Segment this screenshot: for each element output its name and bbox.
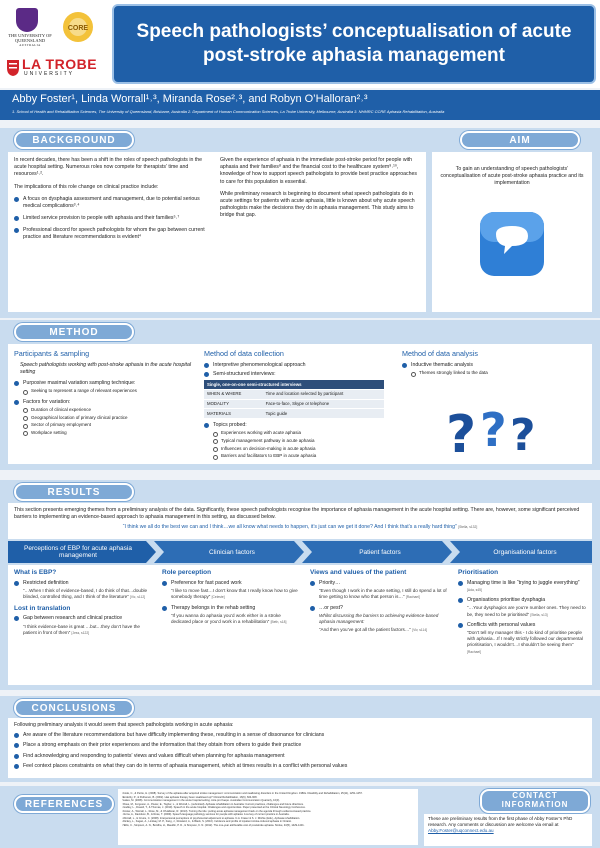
prioritisation-bullet: Managing time is like “trying to juggle everything” [Ada, s45]: [458, 580, 586, 594]
author-list: Abby Foster¹, Linda Worrall¹˒³, Miranda Rose²˒³, and Robyn O’Halloran²˒³: [12, 93, 368, 105]
ebp-bullet: Restricted definition: [14, 580, 150, 587]
patient-heading: Views and values of the patient: [310, 569, 407, 576]
svg-text:?: ?: [510, 410, 536, 460]
logo-block: [6, 6, 106, 82]
background-panel: [8, 152, 426, 312]
table-value: Time and location selected by participant: [263, 389, 384, 399]
results-quote-source: [Stella, s132]: [458, 525, 478, 530]
background-p1: In recent decades, there has been a shift in the roles of speech pathologists in the acute hospital setting. Numerous roles now compete for therapists’ time and resources¹˒².: [14, 157, 203, 178]
patient-quote: “And then you’ve got all the patient factors…” [Viv, s114]: [319, 627, 428, 633]
reference-item: ⁶Foster, A., Worrall, L., Rose, M., & O'Halloran, R. (2013). Turning the tide: putting acute aphasia management back on the agenda through evidence-based practice.: [122, 809, 312, 813]
translation-bullet: Gap between research and clinical practice: [14, 615, 150, 622]
results-col-ebp: [14, 569, 150, 636]
collection-bullet: Interpretive phenomenological approach: [204, 362, 394, 369]
references-heading: REFERENCES: [14, 795, 114, 813]
topic-item: Experiences working with acute aphasia: [212, 430, 394, 436]
method-panel: [8, 344, 592, 464]
conclusion-item: Feel context places constraints on what they can do in terms of aphasia management, which at times results in a conflict with personal values: [14, 763, 586, 770]
interview-table-header: Single, one-on-one semi-structured interviews: [204, 380, 384, 389]
conclusions-intro: Following preliminary analysis it would seem that speech pathologists working in acute aphasia:: [14, 722, 234, 728]
reference-item: ⁵Godley, L., Dowell, T., & Thomas, J. (2010). Speech in the acute hospital. Challenges and opportunities. Paper presented at the Clinical Neurology Conference.: [122, 806, 306, 809]
table-key: MODALITY: [204, 399, 263, 409]
conclusions-list: [14, 732, 586, 770]
references-panel: [118, 789, 418, 845]
sampling-intro: Speech pathologists working with post-stroke aphasia in the acute hospital setting: [20, 361, 192, 376]
variation-factor: Duration of clinical experience: [22, 407, 194, 413]
analysis-title: Method of data analysis: [402, 349, 478, 358]
results-col-clinician: [162, 569, 300, 625]
collection-bullet: Topics probed:: [204, 422, 394, 429]
chevron-label: Perceptions of EBP for acute aphasia management: [24, 545, 132, 559]
latrobe-sub: UNIVERSITY: [24, 71, 75, 77]
table-row: [204, 409, 384, 418]
latrobe-name: LA TROBE: [22, 56, 98, 72]
reference-item: ⁹Dickey, L., Kagan, A., Lindsay, M. P., Fang, J., Rowland, A., & Black, S. (2010). Incidence and profile of inpatient stroke-induced aphasia in Ontario.: [122, 820, 292, 823]
results-columns: [8, 565, 592, 685]
prioritisation-bullet: Conflicts with personal values: [458, 622, 586, 629]
poster-title-box: [112, 4, 596, 84]
reference-item: ⁸Worrall, L., & Cruice, C. (2008). Interpersonal perceptions of psychosocial adjustment to aphasia. In A. Fraser & S. J. Ritchie (Eds.), Aphasia rehabilitation.: [122, 816, 301, 820]
prioritisation-heading: Prioritisation: [458, 569, 499, 576]
background-col-left: [14, 157, 214, 247]
core-logo-text: CORE: [67, 25, 89, 32]
prioritisation-bullet: Organisations prioritise dysphagia: [458, 597, 586, 604]
background-heading: BACKGROUND: [14, 131, 134, 149]
conclusion-item: Place a strong emphasis on their prior experiences and the information that they obtain from others to guide their practice: [14, 742, 586, 749]
topic-item: Barriers and facilitators to EBP in acute aphasia: [212, 453, 394, 459]
background-col-right: [220, 157, 418, 224]
role-quote: “I like to move fast…I don’t know that I really know how to give somebody therapy” [Celeste]: [171, 588, 298, 600]
results-quote: “I think we all do the best we can and I think…we all know what needs to happen, it’s just can we get it done? And I think that’s a really hard thing”: [122, 524, 457, 531]
method-col-collection: [204, 349, 394, 461]
uq-crest-icon: [16, 8, 38, 32]
svg-text:?: ?: [446, 405, 477, 460]
role-heading: Role perception: [162, 569, 212, 576]
background-bullet: Limited service provision to people with aphasia and their families⁵˒⁷: [14, 215, 214, 222]
sampling-bullet: Purposive maximal variation sampling technique:: [14, 380, 194, 387]
conclusion-item: Are aware of the literature recommendations but have difficulty implementing these, resulting in a sense of dissonance for clinicians: [14, 732, 586, 739]
speech-bubble-icon: [472, 204, 552, 284]
contact-text: These are preliminary results from the first phase of Abby Foster’s PhD research. Any comments or discussion are welcome via email at: [428, 816, 573, 827]
method-heading: METHOD: [14, 323, 134, 341]
table-row: [204, 399, 384, 409]
affiliations: 1. School of Health and Rehabilitation Sciences, The University of Queensland, Brisbane, Australia 2. Department of Human Communication Sciences, La Trobe University, Melbourne, Australia 3. NHMRC CCRE Aphasia Rehabilitation, Australia: [12, 109, 445, 114]
authors-bar: [0, 90, 600, 120]
background-p4: While preliminary research is beginning to document what speech pathologists do in acute settings for patients with acute aphasia, little is known about why acute speech pathologists make the decisions they do in aphasia management. This study aims to bridge that gap.: [220, 190, 415, 219]
conclusions-panel: [8, 718, 592, 778]
results-col-organisational: [458, 569, 586, 655]
core-logo-icon: [58, 10, 98, 44]
method-col-analysis: [402, 349, 586, 378]
results-quote-line: [14, 524, 586, 531]
collection-title: Method of data collection: [204, 349, 284, 358]
topic-item: Typical management pathway in acute aphasia: [212, 438, 394, 444]
table-key: MATERIALS: [204, 409, 263, 418]
interview-table: [204, 380, 384, 418]
aim-panel: [432, 152, 592, 312]
poster-title: Speech pathologists’ conceptualisation of acute post-stroke aphasia management: [136, 21, 572, 66]
chevron-label: Clinician factors: [209, 548, 255, 556]
background-bullet: A focus on dysphagia assessment and management, due to potential serious medical complications³˒⁴: [14, 196, 214, 210]
conclusion-item: Find acknowledging and responding to patients’ views and values difficult when planning for aphasia management: [14, 753, 586, 760]
analysis-sub: Themes strongly linked to the data: [410, 370, 586, 376]
table-value: Face-to-face, Skype or telephone: [263, 399, 384, 409]
results-heading: RESULTS: [14, 483, 134, 501]
role-bullet: Preference for fast paced work: [162, 580, 300, 587]
table-key: WHEN & WHERE: [204, 389, 263, 399]
sampling-sub: Seeking to represent a range of relevant experiences: [22, 388, 194, 394]
table-row: [204, 389, 384, 399]
patient-bullet: Priority…: [310, 580, 448, 587]
results-intro-panel: [8, 503, 592, 539]
reference-item: ⁷Verna, A., Davidson, B., & Rose, T. (2009). Speech-language pathology services for people with aphasia: A survey of current practice in Australia.: [122, 813, 290, 816]
contact-heading: CONTACT INFORMATION: [480, 789, 590, 813]
prioritisation-quote: “…Your dysphagics are you’re number ones. They need to be, they need to be prioritised” [Stella, s13]: [467, 605, 586, 617]
patient-note: Whilst discussing the barriers to achieving evidence-based aphasia management:: [319, 612, 439, 624]
background-bullet: Professional discord for speech pathologists for whom the gap between current practice and literature recommendations is evident⁴: [14, 227, 214, 241]
table-value: Topic guide: [263, 409, 384, 418]
question-marks-icon: [438, 390, 558, 460]
reference-item: ⁴Rose, M., Ferguson, A., Power, E., Togher, L., & Worrall, L. (submitted). Aphasia rehabilitation in Australia: Current practices, challenges and future directions.: [122, 802, 304, 806]
patient-quote: “Even though I work in the acute setting, I still do spend a lot of time getting to know who that person is…” [Rachael]: [319, 588, 447, 600]
role-quote: “If you wanna do aphasia you’d work either in a stroke dedicated place or you’d work in a rehabilitation” [Beth, s18]: [171, 612, 287, 624]
analysis-bullet: Inductive thematic analysis: [402, 362, 586, 369]
background-p2: The implications of this role change on clinical practice include:: [14, 183, 159, 190]
reference-item: ¹Code, C., & Petrie, H. (2008). Survey of the aphasia after acquired stroke management: communication and swallowing disorders in the United Kingdom. 1980s. Disability and Rehabilitation, 25(11), 1251-1257.: [122, 792, 363, 795]
chevron-label: Organisational factors: [493, 548, 557, 556]
latrobe-logo-icon: [6, 57, 20, 77]
chevron-label: Patient factors: [359, 548, 401, 556]
reference-item: ¹⁰Ellis, C., Simpson, A. N., Bonilha, H., Mauldin, P. D., & Simpson, K. N. (2012). The one-year attributable cost of poststroke aphasia. Stroke, 43(5), 1429-1431.: [122, 823, 305, 827]
ebp-heading: What is EBP?: [14, 569, 57, 576]
results-intro: This section presents emerging themes from a preliminary analysis of the data. Significantly, these speech pathologists recognise the importance of aphasia management in the acute hospital setting. There are, however, some significant perceived barriers to implementing an evidence-based approach to aphasia management in this setting, as discussed below.: [14, 507, 580, 521]
patient-bullet: …or pest?: [310, 605, 448, 612]
method-col-sampling: [14, 349, 194, 438]
background-p3: Given the experience of aphasia in the immediate post-stroke period for people with aphasia and their families⁸ and the financial cost to the healthcare system⁹˒¹⁰, knowledge of how to support speech pathologists to provide best practice approaches to care for this population is essential.: [220, 157, 417, 185]
ebp-quote: “…When I think of evidence-based, I do think of that…double blinded, controlled thing, and I think of the literature” [Vic, s112]: [23, 588, 148, 600]
reference-item: ³Lakes, M. (2008). Communication management in the acute hospital setting. Acta pro Kaepe. Australian Communication Quarterly, 10(3).: [122, 799, 280, 802]
collection-bullet: Semi-structured interviews:: [204, 371, 394, 378]
latrobe-logo: [6, 56, 106, 80]
sampling-bullet: Factors for variation:: [14, 399, 194, 406]
poster-header: [0, 0, 600, 88]
conclusions-heading: CONCLUSIONS: [14, 699, 134, 717]
svg-text:?: ?: [480, 403, 507, 457]
variation-factor: Geographical location of primary clinical practice: [22, 415, 194, 421]
variation-factor: Sector of primary employment: [22, 422, 194, 428]
reference-item: ²Enderby, P., & Petheram, B. (2002). Has aphasia therapy been swallowed up? Clinical Rehabilitation, 16(6), 604-608.: [122, 795, 258, 799]
translation-quote: “I think evidence-base is great …but…they don’t have the patient in front of them” [Jess, s122]: [23, 623, 140, 635]
uq-logo-text: THE UNIVERSITY OF QUEENSLAND AUSTRALIA: [8, 33, 52, 47]
topic-item: Influences on decision-making in acute aphasia: [212, 446, 394, 452]
translation-heading: Lost in translation: [14, 604, 71, 612]
prioritisation-quote: “Don’t tell my manager this - I do kind of prioritise people with aphasia…If I really strictly followed our departmental prioritisation, I wouldn’t…I shouldn’t be seeing them” [Rachael]: [467, 630, 583, 654]
aim-text: To gain an understanding of speech pathologists’ conceptualisation of acute post-stroke aphasia practice and its implementation: [440, 166, 584, 187]
aim-heading: AIM: [460, 131, 580, 149]
background-bullets: [14, 196, 214, 242]
contact-panel: [424, 814, 592, 846]
results-col-patient: [310, 569, 448, 633]
role-bullet: Therapy belongs in the rehab setting: [162, 605, 300, 612]
contact-email-link[interactable]: Abby.Foster@uqconnect.edu.au: [428, 827, 494, 833]
variation-factor: Workplace setting: [22, 430, 194, 436]
sampling-title: Participants & sampling: [14, 349, 90, 358]
